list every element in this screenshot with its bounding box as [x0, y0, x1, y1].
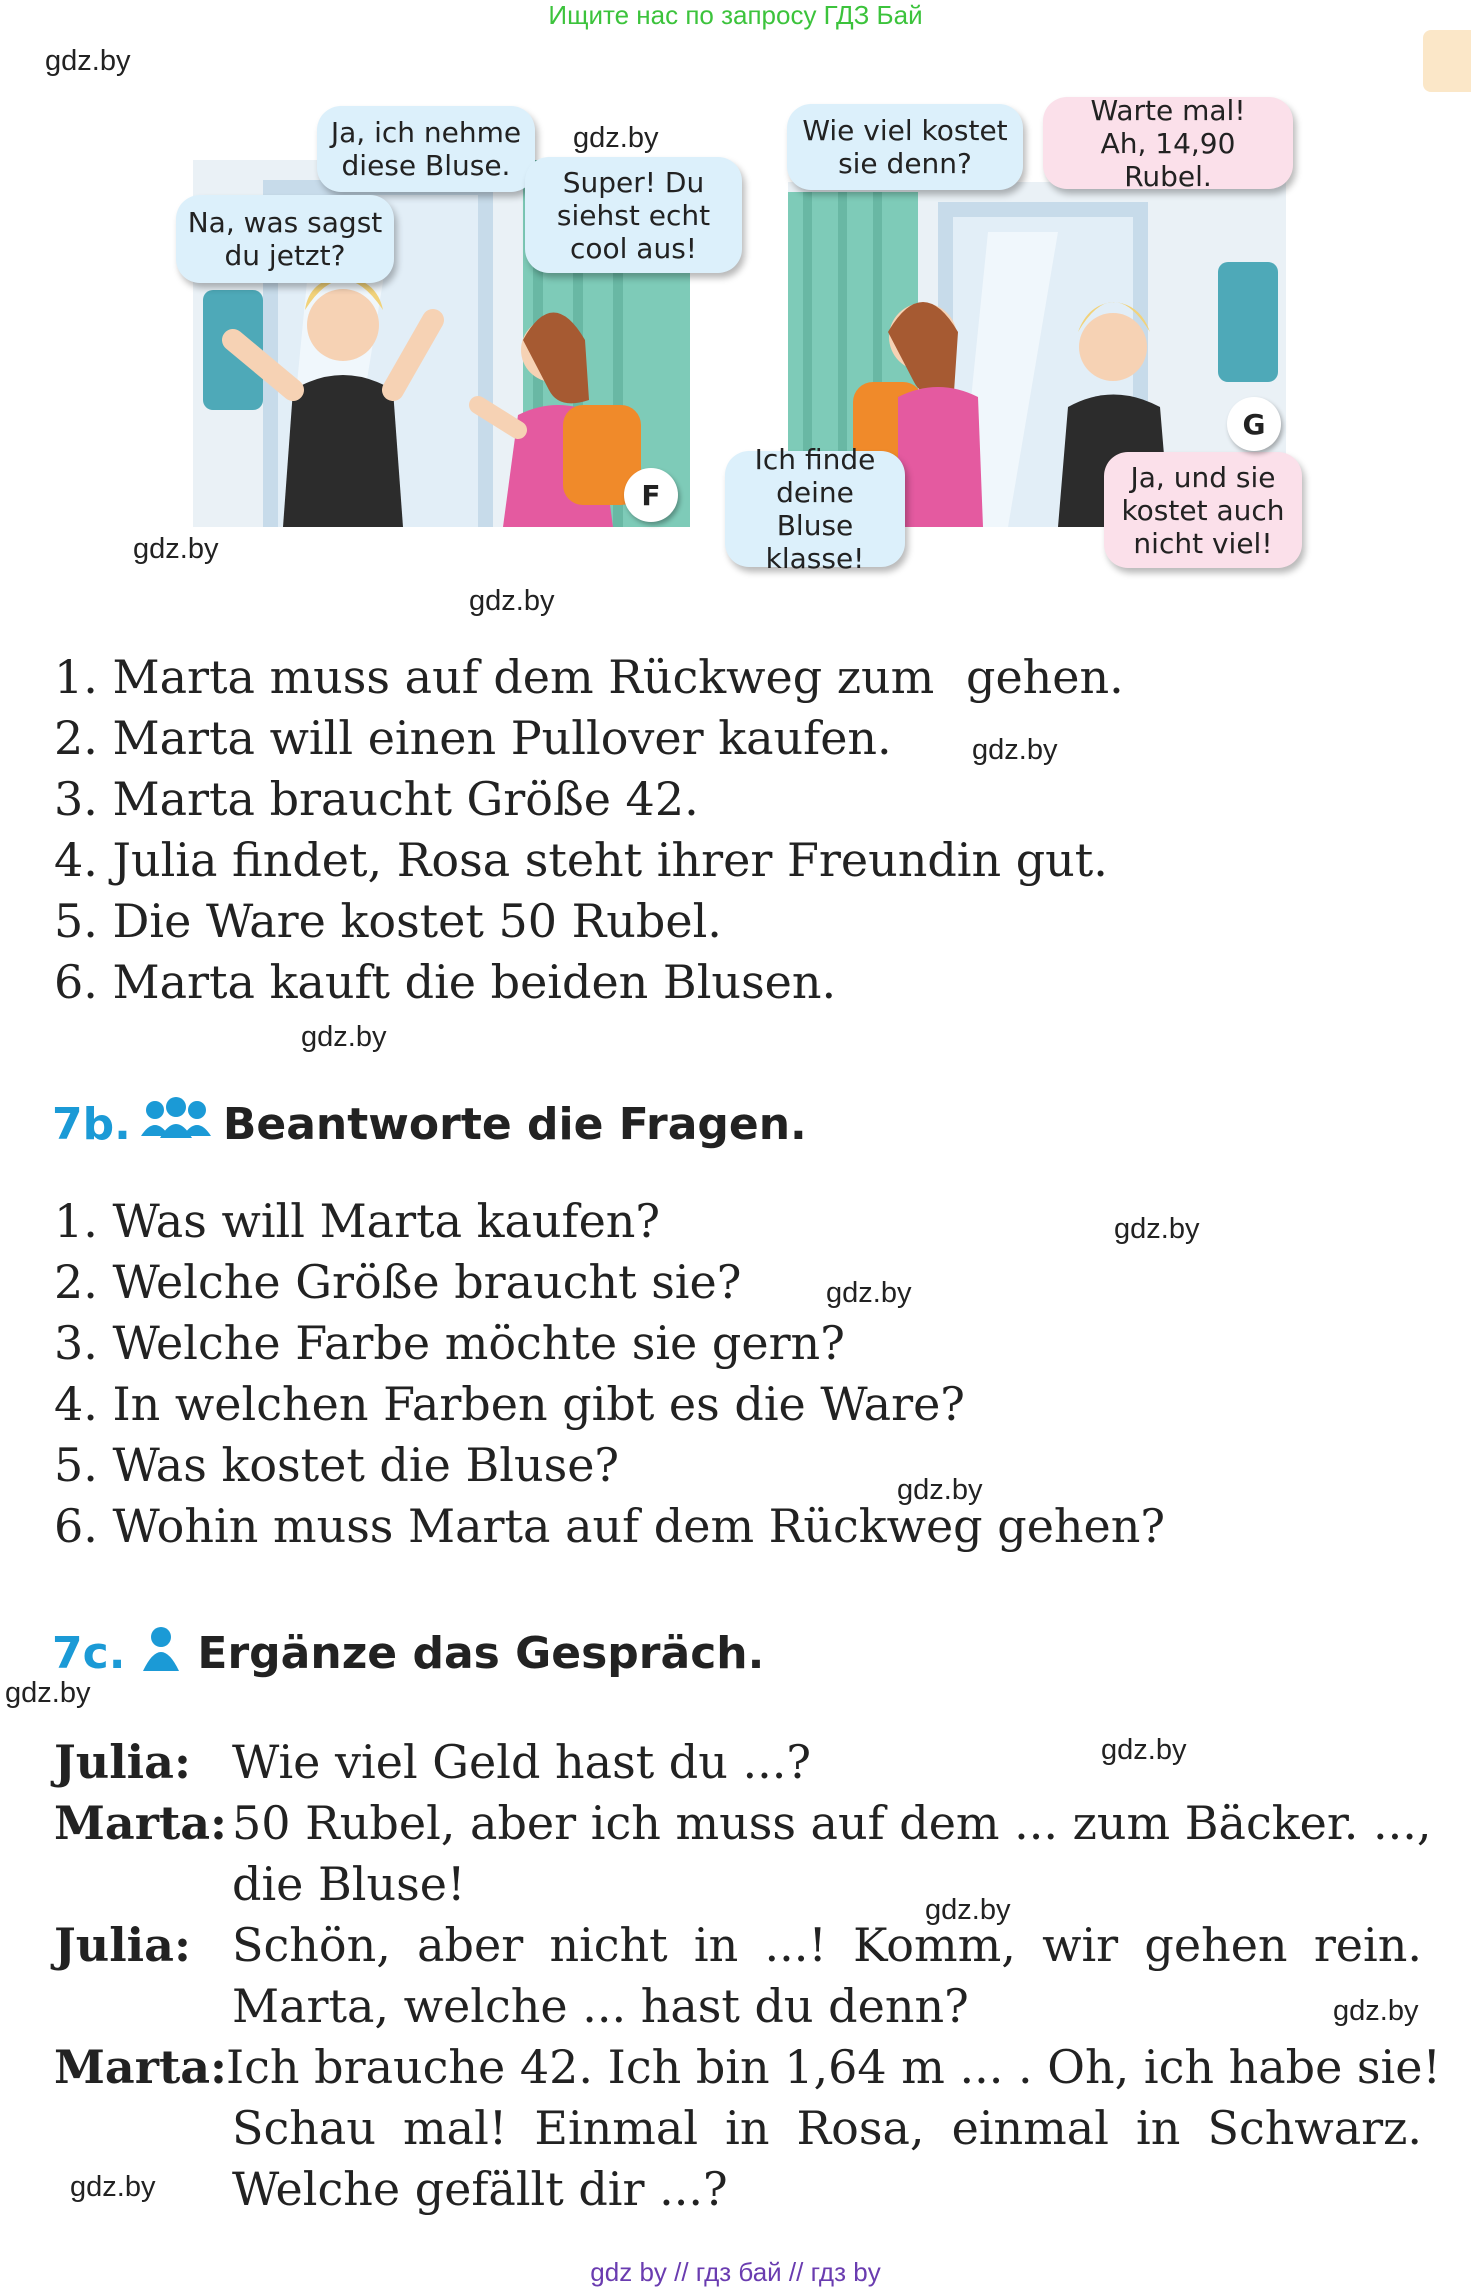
watermark: gdz.by: [5, 1677, 91, 1709]
watermark: gdz.by: [45, 45, 131, 77]
speaker-julia: Julia:: [54, 1735, 191, 1789]
section-number-7c: 7c.: [52, 1627, 126, 1679]
question-5: 5. Was kostet die Bluse?: [54, 1438, 620, 1492]
watermark: gdz.by: [1114, 1213, 1200, 1245]
statement-4: 4. Julia findet, Rosa steht ihrer Freundin gut.: [54, 833, 1108, 887]
watermark: gdz.by: [1101, 1734, 1187, 1766]
dialogue-line: Wie viel Geld hast du ...?: [232, 1735, 812, 1789]
dialogue-line: Schau mal! Einmal in Rosa, einmal in Schwarz.: [232, 2101, 1422, 2155]
corner-tab: [1423, 30, 1471, 92]
dialogue-line: Welche gefällt dir ...?: [232, 2162, 728, 2216]
watermark: gdz.by: [133, 533, 219, 565]
person-icon: [141, 1625, 181, 1673]
question-6: 6. Wohin muss Marta auf dem Rückweg gehen?: [54, 1499, 1166, 1553]
watermark: gdz.by: [301, 1021, 387, 1053]
scene-badge-f: F: [624, 468, 678, 522]
speech-bubble-kostet: Wie viel kostet sie denn?: [787, 104, 1023, 190]
question-1: 1. Was will Marta kaufen?: [54, 1194, 661, 1248]
dialogue-line: 50 Rubel, aber ich muss auf dem ... zum Bäcker. ...,: [232, 1796, 1432, 1850]
speech-bubble-nehme: Ja, ich nehme diese Bluse.: [317, 106, 535, 192]
statement-1: 1. Marta muss auf dem Rückweg zum: [54, 650, 935, 704]
statement-5: 5. Die Ware kostet 50 Rubel.: [54, 894, 722, 948]
statement-6: 6. Marta kauft die beiden Blusen.: [54, 955, 837, 1009]
speech-bubble-sagst: Na, was sagst du jetzt?: [176, 195, 394, 283]
section-title-7b: Beantworte die Fragen.: [222, 1098, 807, 1150]
section-7b-heading: [52, 1096, 807, 1152]
watermark: gdz.by: [469, 585, 555, 617]
statement-3: 3. Marta braucht Größe 42.: [54, 772, 699, 826]
speaker-marta: Marta:: [54, 2040, 227, 2094]
dialogue-line: Marta, welche ... hast du denn?: [232, 1979, 969, 2033]
watermark: gdz.by: [972, 734, 1058, 766]
speaker-marta: Marta:: [54, 1796, 227, 1850]
speech-bubble-warte: Warte mal! Ah, 14,90 Rubel.: [1043, 97, 1293, 189]
speech-bubble-auch: Ja, und sie kostet auch nicht viel!: [1104, 452, 1302, 568]
dialogue-line: die Bluse!: [232, 1857, 466, 1911]
question-3: 3. Welche Farbe möchte sie gern?: [54, 1316, 845, 1370]
question-2: 2. Welche Größe braucht sie?: [54, 1255, 742, 1309]
speech-bubble-super: Super! Du siehst echt cool aus!: [525, 157, 742, 273]
section-7c-heading: [52, 1625, 764, 1681]
watermark: gdz.by: [1333, 1995, 1419, 2027]
dialogue-line: Schön, aber nicht in ...! Komm, wir gehen rein.: [232, 1918, 1422, 1972]
watermark: gdz.by: [826, 1277, 912, 1309]
watermark: gdz.by: [897, 1474, 983, 1506]
watermark: gdz.by: [70, 2171, 156, 2203]
watermark: gdz.by: [925, 1894, 1011, 1926]
statement-2: 2. Marta will einen Pullover kaufen.: [54, 711, 892, 765]
statement-1-tail: gehen.: [966, 650, 1124, 704]
question-4: 4. In welchen Farben gibt es die Ware?: [54, 1377, 965, 1431]
section-number-7b: 7b.: [52, 1098, 131, 1150]
scene-badge-g: G: [1227, 397, 1281, 451]
footer-links: gdz by // гдз бай // гдз by: [590, 2257, 881, 2287]
dialogue-line: Ich brauche 42. Ich bin 1,64 m ... . Oh, ich habe sie!: [226, 2040, 1441, 2094]
speech-bubble-finde: Ich finde deine Bluse klasse!: [725, 451, 905, 567]
section-title-7c: Ergänze das Gespräch.: [197, 1627, 765, 1679]
top-banner: Ищите нас по запросу ГДЗ Бай: [548, 0, 923, 30]
watermark: gdz.by: [573, 122, 659, 154]
speaker-julia: Julia:: [54, 1918, 191, 1972]
group-icon: [141, 1096, 211, 1144]
